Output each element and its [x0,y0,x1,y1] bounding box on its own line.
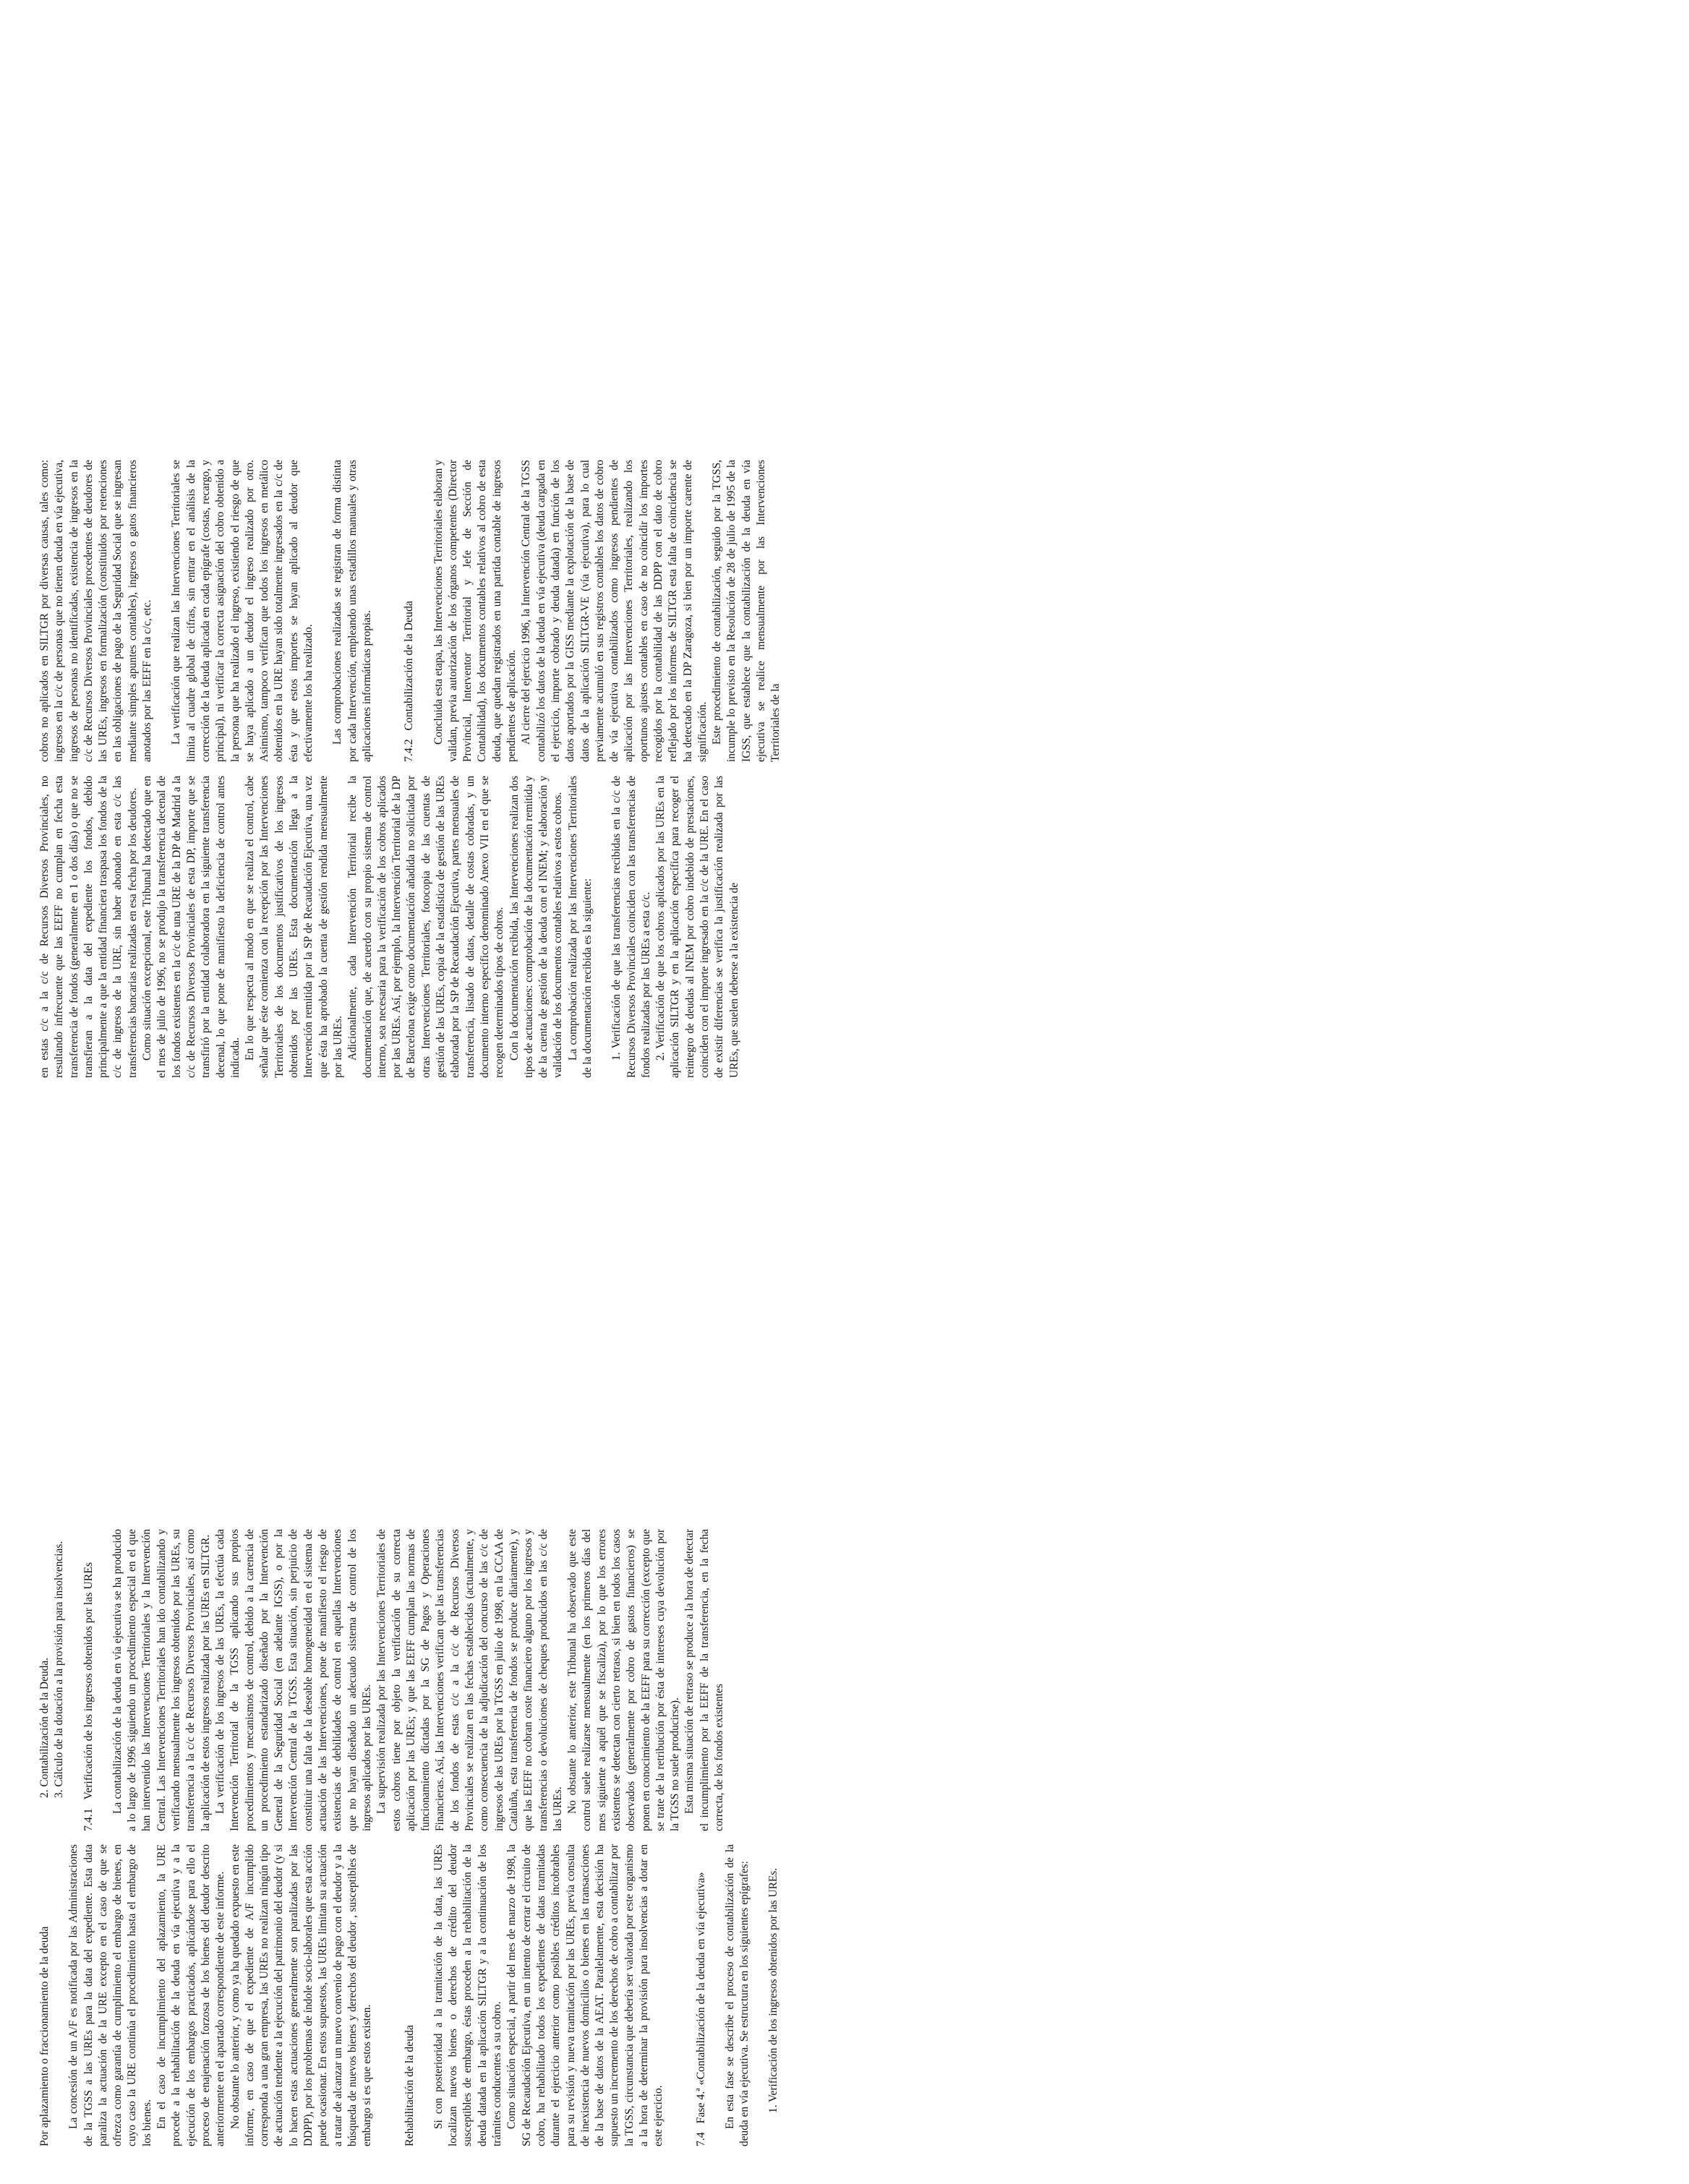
paragraph: Al cierre del ejercicio 1996, la Intervención Central de la TGSS contabilizó los datos de la deuda en vía ejecutiva (deuda cargada en el ejercicio, importe cobrado y deuda datada) en función de los datos aportados por la GISS mediante la explotación de la base de datos de la aplicación SILTGR-VE (vía ejecutiva), para lo cual previamente acumuló en sus registros contables los datos de cobro de vía ejecutiva contabilizados como ingresos pendientes de aplicación por las Intervenciones Territoriales, realizando los oportunos ajustes contables en caso de no coincidir los importes recogidos por la contabilidad de las DDPP con el dato de cobro reflejado por los informes de SILTGR esta falta de coincidencia se ha detectado en la DP Zaragoza, si bien por un importe carente de significación. [520,460,709,762]
text-column-3 [38,776,1657,1078]
paragraph: No obstante lo anterior, este Tribunal ha observado que este control suele realizarse mensualmente (en los primeros días del mes siguiente a aquél que se fiscaliza), por lo que los errores existentes se detectan con cierto retraso, si bien en todos los casos observados (generalmente por cobro de gastos financieros) se ponen en conocimiento de la EEFF para su corrección (excepto que se trate de la retribución por ésta de intereses cuya devolución por la TGSS no suele producirse). [566,1529,682,1831]
paragraph: Adicionalmente, cada Intervención Territorial recibe la documentación que, de acuerdo con su propio sistema de control interno, sea necesaria para la verificación de los cobros aplicados por las UREs. Así, por ejemplo, la Intervención Territorial de la DP de Barcelona exige como documentación añadida no solicitada por otras Intervenciones Territoriales, fotocopia de las cuentas de gestión de las UREs, copia de la estadística de gestión de las UREs elaborada por la SP de Recaudación Ejecutiva, partes mensuales de transferencia, listado de datas, detalle de costas cobradas, y un documento interno específico denominado Anexo VII en el que se recogen determinados tipos de cobros. [346,776,506,1078]
section-heading-7-4-1 [82,1529,96,1831]
subheading-rehabilitacion: Rehabilitación de la deuda [403,2025,416,2146]
paragraph: Como situación especial, a partir del mes de marzo de 1998, la SG de Recaudación Ejecutiva, en un intento de cerrar el circuito de cobro, ha rehabilitado todos los expedientes de datas tramitadas durante el ejercicio anterior como posibles créditos incobrables para su revisión y nueva tramitación por las UREs, previa consulta de inexistencia de nuevos domicilios o bienes en las transacciones de la base de datos de la AEAT. Paralelamente, esta decisión ha supuesto un incremento de los derechos de cobro a contabilizar por la TGSS, circunstancia que debería ser valorada por este organismo a la hora de determinar la provisión para insolvencias a dotar en este ejercicio. [505,1844,665,2146]
section-title: Verificación de los ingresos obtenidos por las UREs [82,1562,95,1800]
paragraph: cobros no aplicados en SILTGR por diversas causas, tales como: ingresos en la c/c de personas que no tienen deuda en vía ejecutiva, ingresos de personas no identificadas, existencia de ingresos en la c/c de Recursos Diversos Provinciales procedentes de deudores de las UREs, ingresos en formalización (constituidos por retenciones en las obligaciones de pago de la Seguridad Social que se ingresan mediante simples apuntes contables), ingresos o gatos financieros anotados por las EEFF en la c/c, etc. [38,460,154,762]
paragraph: La concesión de un A/F es notificada por las Administraciones de la TGSS a las UREs para la data del expediente. Esta data paraliza la actuación de la URE excepto en el caso de que se ofrezca como garantía de cumplimiento el embargo de bienes, en cuyo caso la URE continúa el procedimiento hasta el embargo de los bienes. [67,1844,153,2146]
section-heading-7-4-2 [402,460,416,762]
section-title: Fase 4.ª «Contabilización de la deuda en vía ejecutiva» [694,1872,707,2124]
paragraph: Como situación excepcional, este Tribunal ha detectado que en el mes de julio de 1996, no se produjo la transferencia decenal de los fondos existentes en la c/c de una URE de la DP de Madrid a la c/c de Recursos Diversos Provinciales de esta DP, importe que se transfirió por la entidad colaboradora en la siguiente transferencia decenal, lo que pone de manifiesto la deficiencia de control antes indicada. [141,776,241,1078]
paragraph: Con la documentación recibida, las Intervenciones realizan dos tipos de actuaciones: comprobación de la documentación remitida y de la cuenta de gestión de la deuda con el INEM; y elaboración y validación de los documentos contables relativos a estos cobros. [508,776,565,1078]
paragraph: En lo que respecta al modo en que se realiza el control, cabe señalar que éste comienza con la recepción por las Intervenciones Territoriales de los documentos justificativos de los ingresos obtenidos por las UREs. Esta documentación llega a la Intervención remitida por la SP de Recaudación Ejecutiva, una vez que ésta ha aprobado la cuenta de gestión rendida mensualmente por las UREs. [244,776,344,1078]
paragraph: Esta misma situación de retraso se produce a la hora de detectar el incumplimiento por la EEFF de la transferencia, en la fecha correcta, de los fondos existentes [683,1529,726,1831]
list-item: 1. Verificación de los ingresos obtenidos por las UREs. [767,1867,780,2113]
section-title: Contabilización de la Deuda [403,601,416,731]
text-column-4 [38,460,1657,762]
text-column-2 [38,1529,1657,1831]
text-column-1 [38,1844,1657,2146]
paragraph: Este procedimiento de contabilización, seguido por la TGSS, incumple lo previsto en la Resolución de 28 de julio de 1995 de la IGSS, que establece que la contabilización de la deuda en vía ejecutiva se realice mensualmente por las Intervenciones Territoriales de la [711,460,782,762]
paragraph: En esta fase se describe el proceso de contabilización de la deuda en vía ejecutiva. Se estructura en los siguientes epígrafes: [723,1844,751,2146]
paragraph: No obstante lo anterior, y como ya ha quedado expuesto en este informe, en caso de que el expediente de A/F incumplido corresponda a una gran empresa, las UREs no realizan ningún tipo de actuación tendente a la ejecución del patrimonio del deudor (y si lo hacen estas actuaciones generalmente son paralizadas por las DDPP), por los problemas de índole socio-laborales que esta acción puede ocasionar. En estos supuestos, las UREs limitan su actuación a tratar de alcanzar un nuevo convenio de pago con el deudor y a la búsqueda de nuevos bienes y derechos del deudor , susceptibles de embargo si es que estos existen. [228,1844,374,2146]
paragraph: en estas c/c a la c/c de Recursos Diversos Provinciales, no resultando infrecuente que las EEFF no cumplan en fecha esta transferencia de fondos (generalmente en 1 o dos días) o que no se transfieran a la data del expediente los fondos, debido principalmente a que la entidad financiera traspasa los fondos de la c/c de ingresos de la URE, sin haber abonado en esta c/c las transferencias bancarias realizadas en esa fecha por los deudores. [38,776,139,1078]
section-number: 7.4.2 [403,739,416,762]
list-item: 1. Verificación de que las transferencias recibidas en la c/c de Recursos Diversos Provinciales coinciden con las transferencias de fondos realizadas por las UREs a esta c/c. [610,776,652,1078]
paragraph: Concluida esta etapa, las Intervenciones Territoriales elaboran y validan, previa autorización de los órganos competentes (Director Provincial, Interventor Territorial y Jefe de Sección de Contabilidad), los documentos contables relativos al cobro de esta deuda, que quedan registrados en una partida contable de ingresos pendientes de aplicación. [432,460,518,762]
paragraph: Las comprobaciones realizadas se registran de forma distinta por cada Intervención, empleando unas estadillos manuales y otras aplicaciones informáticas propias. [331,460,373,762]
list-item: 2. Contabilización de la Deuda. [38,1657,51,1798]
section-heading-7-4 [694,1844,709,2146]
paragraph: La verificación que realizan las Intervenciones Territoriales se limita al cuadre global de cifras, sin entrar en el análisis de la corrección de la deuda aplicada en cada epígrafe (costas, recargo, y principal), ni verificar la correcta asignación del cobro obtenido a la persona que ha realizado el ingreso, existiendo el riesgo de que se haya aplicado a un deudor el ingreso realizado por otro. Asimismo, tampoco verifican que todos los ingresos en metálico obtenidos en la URE hayan sido totalmente ingresados en la c/c de ésta y que estos importes se hayan aplicado al deudor que efectivamente los ha realizado. [170,460,315,762]
paragraph: Si con posterioridad a la tramitación de la data, las UREs localizan nuevos bienes o derechos de crédito del deudor susceptibles de embargo, éstas proceden a la rehabilitación de la deuda datada en la aplicación SILTGR y a la continuación de los trámites conducentes a su cobro. [432,1844,504,2146]
section-number: 7.4.1 [82,1808,95,1831]
list-item: 3. Cálculo de la dotación a la provisión para insolvencias. [53,1541,66,1798]
subheading-aplazamiento: Por aplazamiento o fraccionamiento de la deuda [38,1926,51,2146]
paragraph: La verificación de los ingresos de las UREs, la efectúa cada Intervención Territorial de la TGSS aplicando sus propios procedimientos y mecanismos de control, debido a la carencia de un procedimiento estandarizado diseñado por la Intervención General de la Seguridad Social (en adelante IGSS), o por la Intervención Central de la TGSS. Esta situación, sin perjuicio de constituir una falta de la deseable homogeneidad en el sistema de actuación de las Intervenciones, pone de manifiesto el riesgo de existencias de debilidades de control en aquellas Intervenciones que no hayan diseñado un adecuado sistema de control de los ingresos aplicados por las UREs. [213,1529,373,1831]
paragraph: La comprobación realizada por las Intervenciones Territoriales de la documentación recibida es la siguiente: [566,776,594,1078]
list-item: 2. Verificación de que los cobros aplicados por las UREs en la aplicación SILTGR y en la aplicación específica para recoger el reintegro de deudas al INEM por cobro indebido de prestaciones, coinciden con el importe ingresado en la c/c de la URE. En el caso de existir diferencias se verifica la justificación realizada por las UREs, que suelen deberse a la existencia de [654,776,740,1078]
paragraph: La supervisión realizada por las Intervenciones Territoriales de estos cobros tiene por objeto la verificación de su correcta aplicación por las UREs; y que las EEFF cumplan las normas de funcionamiento dictadas por la SG de Pagos y Operaciones Financieras. Así, las Intervenciones verifican que las transferencias de los fondos de estas c/c a la c/c de Recursos Diversos Provinciales se realizan en las fechas establecidas (actualmente, y como consecuencia de la adjudicación del concurso de las c/c de ingresos de las UREs por la TGSS en julio de 1998, en la CCAA de Cataluña, esta transferencia de fondos se produce diariamente), y que las EEFF no cobran coste financiero alguno por los ingresos y transferencias o devoluciones de cheques producidos en las c/c de las UREs. [375,1529,564,1831]
paragraph: En el caso de incumplimiento del aplazamiento, la URE procede a la rehabilitación de la deuda en vía ejecutiva y a la ejecución de los embargos practicados, aplicándose para ello el proceso de enajenación forzosa de los bienes del deudor descrito anteriormente en el apartado correspondiente de este informe. [155,1844,227,2146]
section-number: 7.4 [694,2132,707,2146]
paragraph: La contabilización de la deuda en vía ejecutiva se ha producido a lo largo de 1996 siguiendo un procedimiento especial en el que han intervenido las Intervenciones Territoriales y la Intervención Central. Las Intervenciones Territoriales han ido contabilizando y verificando mensualmente los ingresos obtenidos por las UREs, su transferencia a la c/c de Recursos Diversos Provinciales, así como la aplicación de estos ingresos realizada por las UREs en SILTGR. [111,1529,212,1831]
